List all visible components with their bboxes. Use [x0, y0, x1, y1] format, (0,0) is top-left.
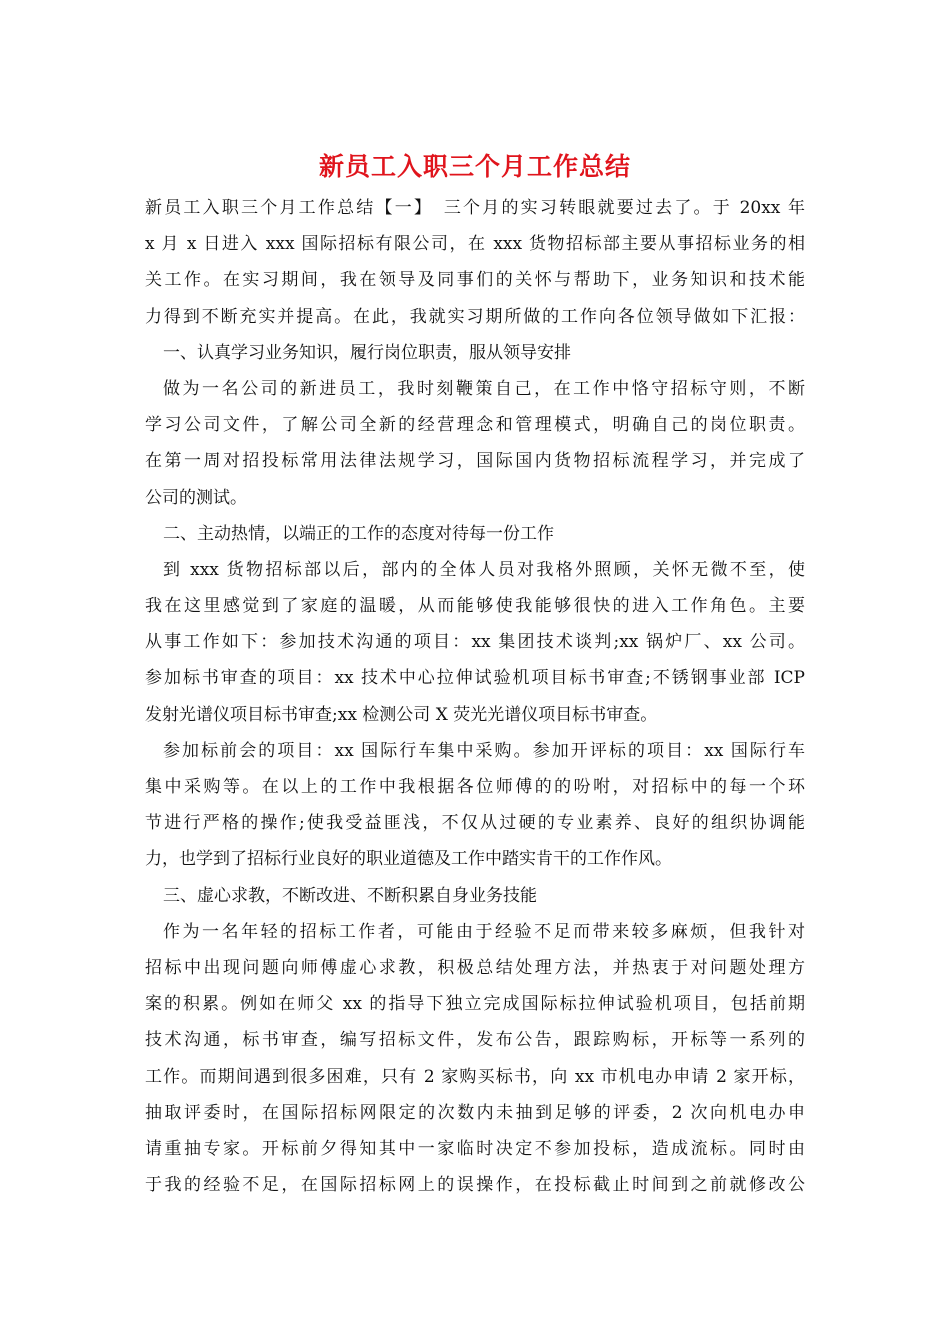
- text-line: 力，也学到了招标行业良好的职业道德及工作中踏实肯干的工作作风。: [145, 849, 672, 870]
- text-line: 做为一名公司的新进员工，我时刻鞭策自己，在工作中恪守招标守则，不断: [163, 378, 805, 399]
- text-line: 发射光谱仪项目标书审查;xx 检测公司 X 荧光光谱仪项目标书审查。: [145, 704, 658, 725]
- text-line: 节进行严格的操作;使我受益匪浅，不仅从过硬的专业素养、良好的组织协调能: [145, 813, 805, 834]
- section-heading: 三、虚心求教，不断改进、不断积累自身业务技能: [163, 885, 537, 906]
- document-title: 新员工入职三个月工作总结: [318, 152, 631, 181]
- text-line: 案的积累。例如在师父 xx 的指导下独立完成国际标拉伸试验机项目，包括前期: [145, 994, 805, 1015]
- text-line: 参加标书审查的项目：xx 技术中心拉伸试验机项目标书审查;不锈钢事业部 ICP: [145, 668, 805, 689]
- text-line: 工作。而期间遇到很多困难，只有 2 家购买标书，向 xx 市机电办申请 2 家开标，: [145, 1066, 805, 1087]
- text-line: 公司的测试。: [145, 487, 247, 508]
- text-line: 在第一周对招投标常用法律法规学习，国际国内货物招标流程学习，并完成了: [145, 451, 805, 472]
- text-line: 技术沟通，标书审查，编写招标文件，发布公告，跟踪购标，开标等一系列的: [145, 1030, 805, 1051]
- text-line: 学习公司文件，了解公司全新的经营理念和管理模式，明确自己的岗位职责。: [145, 415, 805, 436]
- section-heading: 二、主动热情，以端正的工作的态度对待每一份工作: [163, 523, 554, 544]
- text-line: 我在这里感觉到了家庭的温暖，从而能够使我能够很快的进入工作角色。主要: [145, 596, 805, 617]
- text-line: 到 xxx 货物招标部以后，部内的全体人员对我格外照顾，关怀无微不至，使: [163, 559, 805, 580]
- text-line: 招标中出现问题向师傅虚心求教，积极总结处理方法，并热衷于对问题处理方: [145, 957, 805, 978]
- text-line: 从事工作如下：参加技术沟通的项目：xx 集团技术谈判;xx 锅炉厂、xx 公司。: [145, 632, 805, 653]
- section-heading: 一、认真学习业务知识，履行岗位职责，服从领导安排: [163, 342, 571, 363]
- text-line: 力得到不断充实并提高。在此，我就实习期所做的工作向各位领导做如下汇报：: [145, 306, 805, 327]
- text-line: 于我的经验不足，在国际招标网上的误操作，在投标截止时间到之前就修改公: [145, 1175, 805, 1196]
- text-line: 请重抽专家。开标前夕得知其中一家临时决定不参加投标，造成流标。同时由: [145, 1138, 805, 1159]
- text-line: 新员工入职三个月工作总结【一】 三个月的实习转眼就要过去了。于 20xx 年: [145, 198, 805, 218]
- text-line: 作为一名年轻的招标工作者，可能由于经验不足而带来较多麻烦，但我针对: [163, 921, 805, 942]
- text-line: 抽取评委时，在国际招标网限定的次数内未抽到足够的评委，2 次向机电办申: [145, 1102, 805, 1123]
- text-line: x 月 x 日进入 xxx 国际招标有限公司，在 xxx 货物招标部主要从事招标业务的相: [145, 234, 805, 255]
- document-body: [145, 190, 805, 1203]
- text-line: 关工作。在实习期间，我在领导及同事们的关怀与帮助下，业务知识和技术能: [145, 270, 805, 291]
- text-line: 集中采购等。在以上的工作中我根据各位师傅的的吩咐，对招标中的每一个环: [145, 777, 805, 797]
- text-line: 参加标前会的项目：xx 国际行车集中采购。参加开评标的项目：xx 国际行车: [163, 740, 805, 761]
